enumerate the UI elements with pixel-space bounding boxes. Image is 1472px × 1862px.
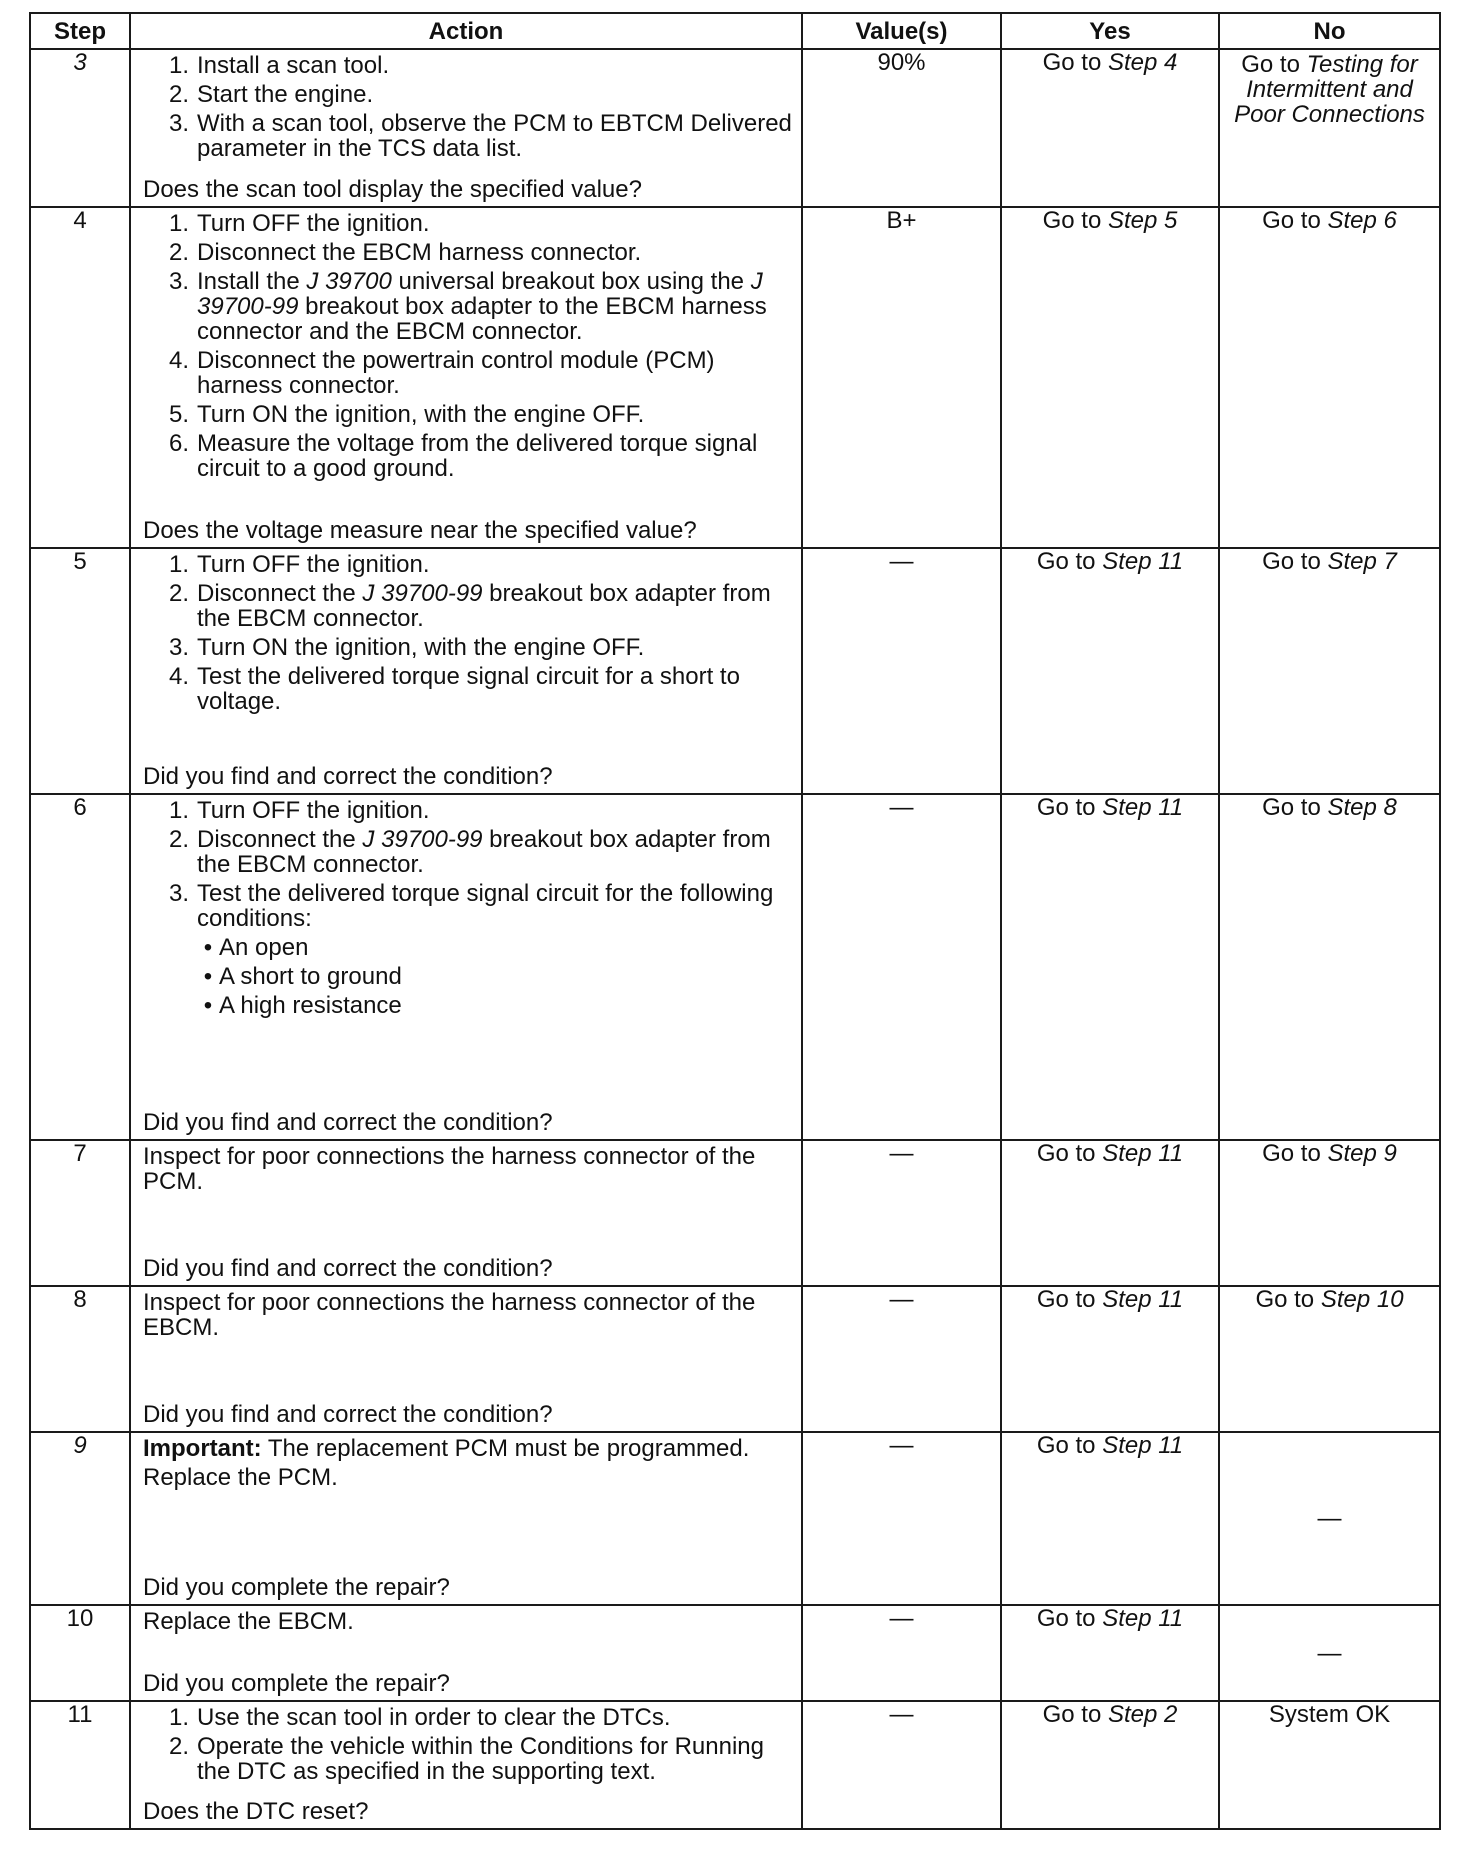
step-number: 4 [30,207,130,548]
step-number: 10 [30,1605,130,1701]
question-text: Does the voltage measure near the specified value? [143,517,697,544]
question-text: Did you complete the repair? [143,1574,450,1601]
header-action: Action [130,13,802,49]
yes-cell: Go to Step 4 [1001,49,1219,207]
step-link: Step 11 [1102,1432,1184,1459]
no-cell: Go to Step 10 [1219,1286,1440,1432]
list-item: 6. Measure the voltage from the delivered torque signal circuit to a good ground. [168,430,758,482]
no-cell: Go to Testing for Intermittent and Poor Connections [1219,49,1440,207]
list-item: • A high resistance [203,992,402,1019]
action-cell [130,1286,802,1432]
step-link: Step 11 [1102,548,1184,575]
list-item: 1. Turn OFF the ignition. [168,210,430,237]
action-cell [130,1432,802,1605]
action-cell [130,794,802,1140]
step-link: Step 11 [1102,1286,1184,1313]
question-text: Did you find and correct the condition? [143,1255,553,1282]
list-item: 1. Install a scan tool. [168,52,390,79]
action-text: Inspect for poor connections the harness connector of the PCM. [143,1143,756,1195]
step-link: Step 6 [1327,207,1397,234]
list-item: • A short to ground [203,963,402,990]
action-cell [130,1140,802,1286]
list-item: 4. Disconnect the powertrain control module (PCM) harness connector. [168,347,715,399]
action-cell [130,1701,802,1829]
step-link: Step 11 [1102,1140,1184,1167]
value-cell: 90% [802,49,1001,207]
table-row [30,794,1440,1140]
list-item: 5. Turn ON the ignition, with the engine OFF. [168,401,645,428]
yes-cell: Go to Step 11 [1001,548,1219,794]
table-row [30,207,1440,548]
step-link: Step 9 [1327,1140,1397,1167]
step-number: 5 [30,548,130,794]
table-row [30,1432,1440,1605]
list-item: 2. Disconnect the EBCM harness connector. [168,239,642,266]
reference-link: Testing for Intermittent and Poor Connections [1234,51,1425,128]
question-text: Did you find and correct the condition? [143,1401,553,1428]
action-cell [130,207,802,548]
value-cell: — [802,1432,1001,1605]
header-no: No [1219,13,1440,49]
action-cell [130,49,802,207]
tool-name: J 39700-99 [362,826,483,853]
header-row [30,13,1440,49]
list-item: 2. Disconnect the J 39700-99 breakout box adapter from the EBCM connector. [168,826,771,878]
step-link: Step 11 [1102,794,1184,821]
tool-name: J 39700-99 [362,580,483,607]
action-list [143,211,793,485]
action-text: Replace the EBCM. [143,1608,354,1635]
list-item: 3. Install the J 39700 universal breakout box using the J 39700-99 breakout box adapter to the EBCM harness connector and the EBCM connector. [168,268,767,345]
step-link: Step 4 [1107,49,1178,76]
step-number: 9 [30,1432,130,1605]
step-number: 11 [30,1701,130,1829]
step-number: 6 [30,794,130,1140]
table-row [30,1286,1440,1432]
list-item: 3. Test the delivered torque signal circuit for the following conditions: [168,880,774,932]
table-row [30,1140,1440,1286]
value-cell: — [802,548,1001,794]
header-step: Step [30,13,130,49]
yes-cell: Go to Step 11 [1001,794,1219,1140]
no-cell: — [1219,1605,1440,1701]
table-row [30,1605,1440,1701]
question-text: Did you find and correct the condition? [143,1109,553,1136]
value-cell: — [802,1605,1001,1701]
step-link: Step 10 [1320,1286,1404,1313]
no-cell: System OK [1219,1701,1440,1829]
list-item: 2. Operate the vehicle within the Conditions for Running the DTC as specified in the supporting text. [168,1733,764,1785]
step-number: 7 [30,1140,130,1286]
question-text: Does the scan tool display the specified value? [143,176,642,203]
no-cell: — [1219,1432,1440,1605]
yes-cell: Go to Step 11 [1001,1140,1219,1286]
no-cell: Go to Step 9 [1219,1140,1440,1286]
table-row [30,548,1440,794]
step-number: 3 [30,49,130,207]
yes-cell: Go to Step 11 [1001,1286,1219,1432]
action-cell [130,1605,802,1701]
list-item: 3. Turn ON the ignition, with the engine OFF. [168,634,645,661]
action-list [143,552,793,718]
list-item: 1. Turn OFF the ignition. [168,551,430,578]
header-yes: Yes [1001,13,1219,49]
question-text: Does the DTC reset? [143,1798,369,1825]
tool-name: J 39700-99 [197,268,763,320]
question-text: Did you find and correct the condition? [143,763,553,790]
list-item: 2. Start the engine. [168,81,374,108]
action-text: Replace the PCM. [143,1464,338,1491]
table-row [30,49,1440,207]
list-item: 3. With a scan tool, observe the PCM to EBTCM Delivered parameter in the TCS data list. [168,110,792,162]
value-cell: — [802,1286,1001,1432]
step-link: Step 7 [1327,548,1397,575]
no-cell: Go to Step 7 [1219,548,1440,794]
step-link: Step 8 [1327,794,1397,821]
list-item: 4. Test the delivered torque signal circuit for a short to voltage. [168,663,740,715]
list-item: 2. Disconnect the J 39700-99 breakout box adapter from the EBCM connector. [168,580,771,632]
yes-cell: Go to Step 11 [1001,1605,1219,1701]
question-text: Did you complete the repair? [143,1670,450,1697]
important-note: Important: The replacement PCM must be programmed. [143,1435,750,1462]
list-item: • An open [203,934,309,961]
list-item: 1. Use the scan tool in order to clear the DTCs. [168,1704,671,1731]
tool-name: J 39700 [306,268,392,295]
condition-list [197,935,793,1018]
yes-cell: Go to Step 11 [1001,1432,1219,1605]
action-list [143,798,793,931]
value-cell: — [802,794,1001,1140]
diagnostic-table [29,12,1441,1830]
yes-cell: Go to Step 2 [1001,1701,1219,1829]
table-row [30,1701,1440,1829]
step-link: Step 11 [1102,1605,1184,1632]
important-label: Important: [143,1435,262,1462]
step-number: 8 [30,1286,130,1432]
list-item: 1. Turn OFF the ignition. [168,797,430,824]
value-cell: B+ [802,207,1001,548]
header-values: Value(s) [802,13,1001,49]
no-cell: Go to Step 8 [1219,794,1440,1140]
action-list [143,1705,793,1788]
action-cell [130,548,802,794]
no-cell: Go to Step 6 [1219,207,1440,548]
value-cell: — [802,1701,1001,1829]
value-cell: — [802,1140,1001,1286]
action-list [143,53,793,165]
step-link: Step 2 [1107,1701,1178,1728]
yes-cell: Go to Step 5 [1001,207,1219,548]
action-text: Inspect for poor connections the harness connector of the EBCM. [143,1289,756,1341]
step-link: Step 5 [1107,207,1178,234]
